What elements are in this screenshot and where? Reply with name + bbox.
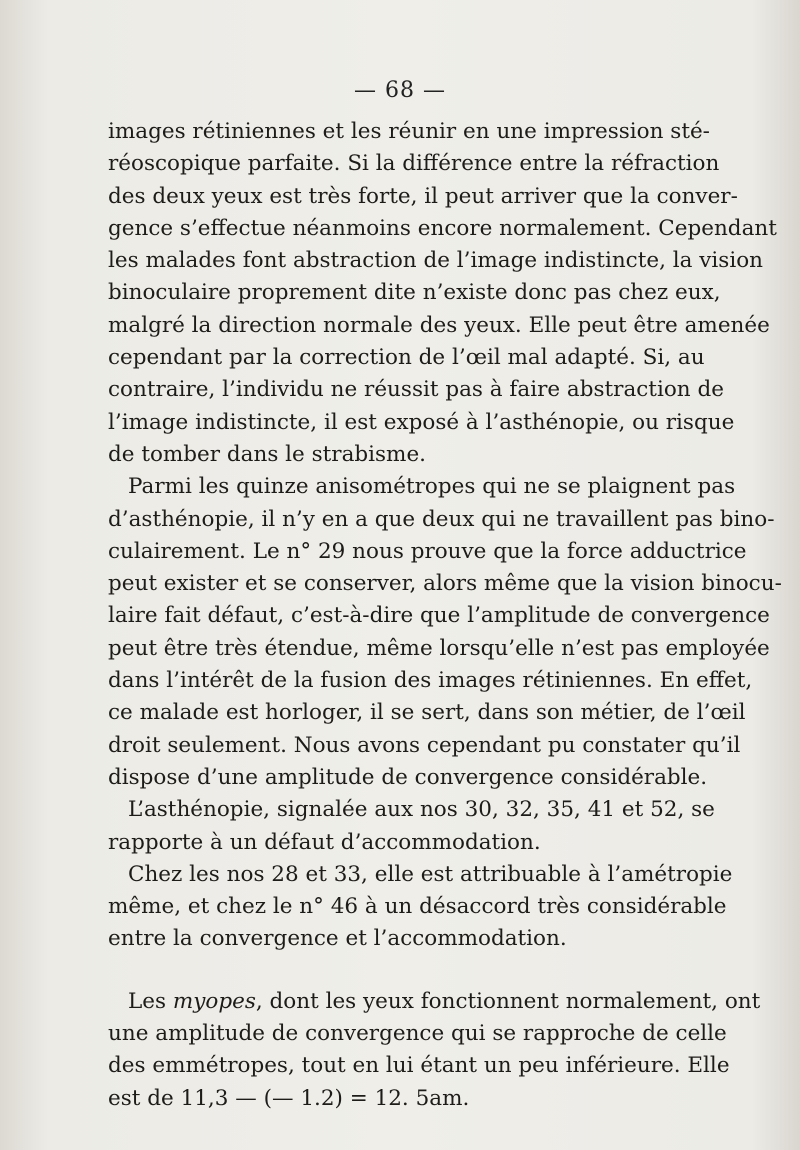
text-line: droit seulement. Nous avons cependant pu constater qu’il <box>108 732 741 758</box>
paragraph-gap <box>108 956 668 986</box>
text-line: une amplitude de convergence qui se rapproche de celle <box>108 1021 727 1047</box>
text-line: contraire, l’individu ne réussit pas à faire abstraction de <box>108 377 724 403</box>
text-line: même, et chez le n° 46 à un désaccord très considérable <box>108 894 727 920</box>
text-line: est de 11,3 — (— 1.2) = 12. 5am. <box>108 1085 470 1111</box>
paragraph-3 <box>108 794 715 859</box>
text-line: l’image indistincte, il est exposé à l’asthénopie, ou risque <box>108 409 735 435</box>
text-line-myopes: Les myopes, dont les yeux fonctionnent normalement, ont <box>128 988 761 1014</box>
text-line: entre la convergence et l’accommodation. <box>108 926 567 952</box>
text-line: Parmi les quinze anisométropes qui ne se plaignent pas <box>128 474 736 500</box>
text-line: peut exister et se conserver, alors même que la vision binocu- <box>108 571 782 597</box>
text-line: binoculaire proprement dite n’existe donc pas chez eux, <box>108 280 721 306</box>
text-line: des deux yeux est très forte, il peut arriver que la conver- <box>108 183 738 209</box>
paragraph-4 <box>108 859 733 956</box>
paragraph-2 <box>108 471 782 794</box>
text-line: gence s’effectue néanmoins encore normalement. Cependant <box>108 215 777 241</box>
text-line: dans l’intérêt de la fusion des images rétiniennes. En effet, <box>108 668 753 694</box>
text-line: dispose d’une amplitude de convergence considérable. <box>108 764 708 790</box>
text-line: laire fait défaut, c’est-à-dire que l’amplitude de convergence <box>108 603 770 629</box>
paragraph-1 <box>108 116 777 471</box>
text-line: images rétiniennes et les réunir en une impression sté- <box>108 119 710 144</box>
text-line: culairement. Le n° 29 nous prouve que la force adductrice <box>108 538 747 564</box>
text-line: peut être très étendue, même lorsqu’elle n’est pas employée <box>108 635 770 661</box>
paragraph-5 <box>108 986 761 1115</box>
text-line: Chez les nos 28 et 33, elle est attribuable à l’amétropie <box>128 861 733 887</box>
text-line: d’asthénopie, il n’y en a que deux qui ne travaillent pas bino- <box>108 506 775 532</box>
text-line: malgré la direction normale des yeux. Elle peut être amenée <box>108 312 770 338</box>
body-text <box>108 96 782 1115</box>
text-line: ce malade est horloger, il se sert, dans son métier, de l’œil <box>108 700 746 726</box>
text-line: réoscopique parfaite. Si la différence entre la réfraction <box>108 151 720 177</box>
page-number: — 68 — <box>354 78 446 103</box>
italic-term: myopes <box>172 988 256 1014</box>
text-line: de tomber dans le strabisme. <box>108 441 427 467</box>
text-line: les malades font abstraction de l’image indistincte, la vision <box>108 248 763 274</box>
text-line: L’asthénopie, signalée aux nos 30, 32, 35, 41 et 52, se <box>128 797 715 823</box>
text-line: rapporte à un défaut d’accommodation. <box>108 829 541 855</box>
text-line: cependant par la correction de l’œil mal adapté. Si, au <box>108 345 705 371</box>
text-line: des emmétropes, tout en lui étant un peu inférieure. Elle <box>108 1053 730 1079</box>
